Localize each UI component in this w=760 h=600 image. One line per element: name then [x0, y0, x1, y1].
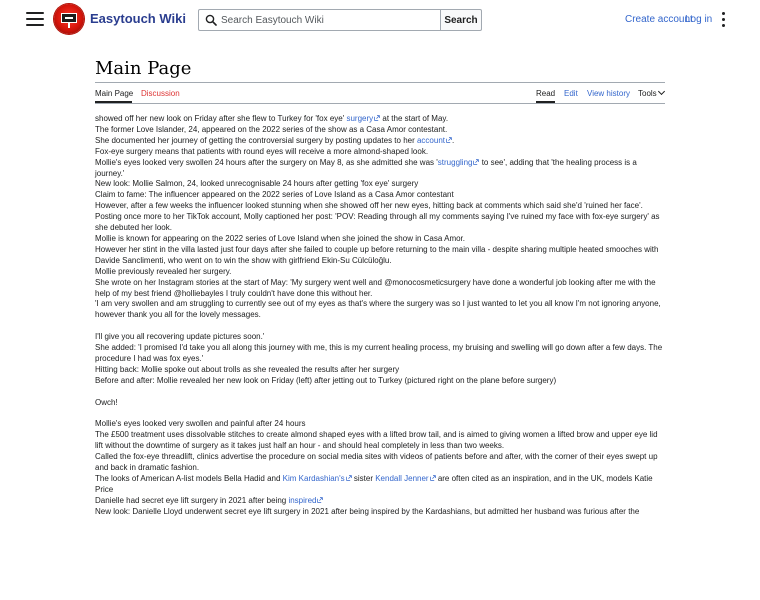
paragraph: Posting once more to her TikTok account, Molly captioned her post: 'POV: Reading through all my comments saying I've ruined my face with fox-eye surgery' as she debuted her look.	[95, 212, 660, 233]
log-in-link[interactable]: Log in	[685, 14, 713, 25]
more-options-icon[interactable]	[718, 12, 728, 28]
tab-read[interactable]: Read	[536, 89, 556, 98]
site-logo[interactable]	[54, 4, 84, 34]
paragraph: She added: 'I promised I'd take you all along this journey with me, this is my current healing process, my bruising and swelling will go down after a few days. The procedure I had was fox eyes.'	[95, 343, 663, 363]
paragraph: However, after a few weeks the influencer looked stunning when she showed off her new eyes, hitting back at comments which said she'd 'ruined her face'.	[95, 201, 643, 211]
tab-tools[interactable]	[638, 89, 664, 98]
paragraph: Mollie's eyes looked very swollen 24 hours after the surgery on May 8, as she admitted she was 'struggling to see', adding that 'the healing process is a journey.'	[95, 157, 637, 178]
chevron-down-icon	[658, 88, 665, 95]
article-content	[95, 114, 665, 517]
tabs-divider	[95, 103, 665, 104]
main-menu-icon[interactable]	[26, 12, 44, 28]
site-header	[0, 0, 760, 40]
account-link[interactable]: account	[416, 135, 446, 145]
paragraph: She wrote on her Instagram stories at the start of May: 'My surgery went well and @monocosmeticsurgery have done a wonderful job looking after me with the help of my best friend @holliebayles I truly couldn't have done this without her.	[95, 277, 656, 298]
tools-label: Tools	[638, 89, 657, 98]
paragraph: New look: Mollie Salmon, 24, looked unrecognisable 24 hours after getting 'fox eye' surgery	[95, 179, 419, 189]
paragraph: Mollie is known for appearing on the 2022 series of Love Island when she joined the show in Casa Amor.	[95, 233, 465, 243]
paragraph: I'll give you all recovering update pictures soon.'	[95, 332, 265, 342]
tab-edit[interactable]: Edit	[564, 89, 578, 98]
paragraph: The looks of American A-list models Bella Hadid and Kim Kardashian's sister Kendall Jenner are often cited as an inspiration, and in the UK, models Katie Price	[95, 473, 653, 494]
paragraph: Claim to fame: The influencer appeared on the 2022 series of Love Island as a Casa Amor contestant	[95, 190, 454, 200]
paragraph: 'I am very swollen and am struggling to currently see out of my eyes as that's where the surgery was so I just wanted to let you all know I'm not ignoring anyone, however thank you all for the lovely messages.	[95, 299, 661, 320]
external-link-icon	[317, 497, 323, 503]
search-button[interactable]: Search	[440, 9, 482, 31]
paragraph: However her stint in the villa lasted just four days after she failed to couple up before returning to the main villa - despite sharing multiple heated smooches with Davide Sanclimenti, who went on to win the show with girlfriend Ekin-Su Cülcüloğlu.	[95, 244, 659, 265]
paragraph: The £500 treatment uses dissolvable stitches to create almond shaped eyes with a lifted brow tail, and is aimed to giving women a lifted brow and upper eye lid lift without the downtime of surgery as it takes just half an hour - and should heal completely in less than two weeks.	[95, 430, 658, 451]
paragraph: showed off her new look on Friday after she flew to Turkey for 'fox eye' surgery at the start of May.	[95, 114, 449, 123]
kim-kardashian-link[interactable]: Kim Kardashian's	[282, 473, 345, 483]
struggling-link[interactable]: struggling	[437, 157, 473, 167]
paragraph: Mollie's eyes looked very swollen and painful after 24 hours	[95, 419, 306, 429]
kendall-jenner-link[interactable]: Kendall Jenner	[375, 473, 429, 483]
inspired-link[interactable]: inspired	[288, 495, 317, 505]
paragraph: Called the fox-eye threadlift, clinics advertise the procedure on social media sites with videos of patients before and after, with the corner of their eyes swept up and back in dramatic fashion.	[95, 452, 658, 472]
paragraph: Owch!	[95, 397, 118, 407]
paragraph: Before and after: Mollie revealed her new look on Friday (left) after jetting out to Turkey (pictured right on the plane before surgery)	[95, 375, 557, 385]
search-input[interactable]	[221, 11, 436, 29]
paragraph: Hitting back: Mollie spoke out about trolls as she revealed the results after her surgery	[95, 364, 400, 374]
paragraph: Fox-eye surgery means that patients with round eyes will receive a more almond-shaped look.	[95, 146, 429, 156]
paragraph: Mollie previously revealed her surgery.	[95, 266, 232, 276]
surgery-link[interactable]: surgery	[346, 114, 374, 123]
paragraph: Danielle had secret eye lift surgery in 2021 after being inspired	[95, 496, 665, 507]
page-title: Main Page	[95, 58, 192, 79]
tab-view-history[interactable]: View history	[587, 89, 630, 98]
tab-main-page[interactable]: Main Page	[95, 89, 134, 98]
site-title[interactable]: Easytouch Wiki	[90, 11, 186, 26]
tab-discussion[interactable]: Discussion	[141, 89, 180, 98]
create-account-link[interactable]: Create account	[625, 14, 693, 25]
paragraph: The former Love Islander, 24, appeared on the 2022 series of the show as a Casa Amor contestant.	[95, 124, 448, 134]
search-icon	[205, 14, 217, 26]
title-divider	[95, 82, 665, 83]
search-box[interactable]	[198, 9, 441, 31]
paragraph: New look: Danielle Lloyd underwent secret eye lift surgery in 2021 after being inspired by the Kardashians, but admitted her husband was furious after the	[95, 506, 640, 516]
paragraph: She documented her journey of getting the controversial surgery by posting updates to her account .	[95, 135, 455, 145]
